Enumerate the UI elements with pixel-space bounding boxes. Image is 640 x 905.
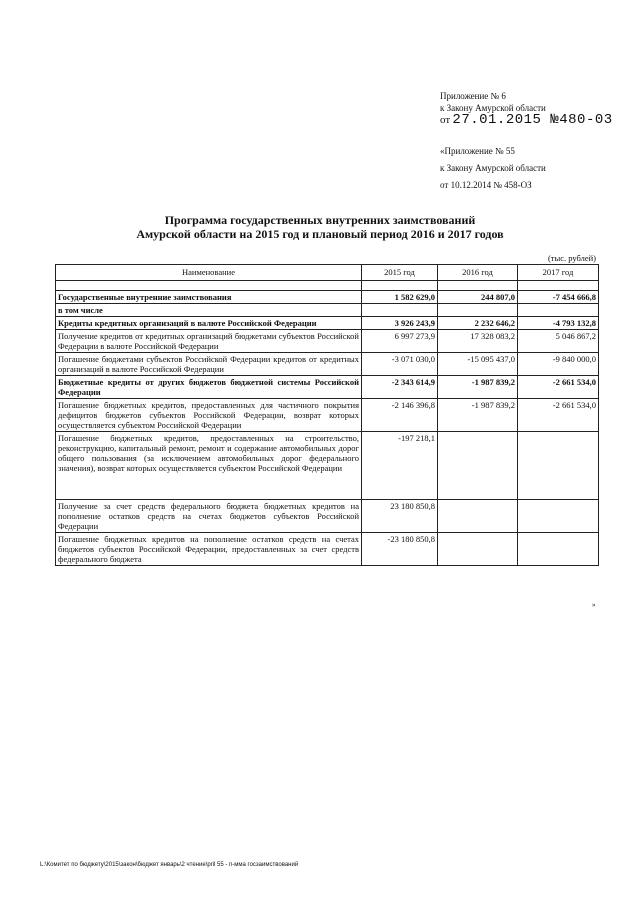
document-title bbox=[60, 213, 580, 241]
table-row: Погашение бюджетами субъектов Российской Федерации кредитов от кредитных организаций в валюте Российской Федерации -3 071 030,0 -15 095 437,0 -9 840 000,0 bbox=[56, 353, 599, 376]
closing-quote-mark: » bbox=[592, 601, 596, 609]
date-prefix: от bbox=[440, 114, 451, 126]
table-row: Получение кредитов от кредитных организаций бюджетами субъектов Российской Федерации в валюте Российской Федерации 6 997 273,9 17 328 083,2 5 046 867,2 bbox=[56, 330, 599, 353]
title-line-2: Амурской области на 2015 год и плановый период 2016 и 2017 годов bbox=[136, 227, 504, 241]
table-row: Кредиты кредитных организаций в валюте Российской Федерации 3 926 243,9 2 232 646,2 -4 793 132,8 bbox=[56, 317, 599, 330]
table-row: в том числе bbox=[56, 304, 599, 317]
table-row: Получение за счет средств федерального бюджета бюджетных кредитов на пополнение остатков средств на счетах бюджетов субъектов Российской Федерации 23 180 850,8 bbox=[56, 500, 599, 533]
table-row: Погашение бюджетных кредитов на пополнение остатков средств на счетах бюджетов субъектов Российской Федерации, предоставленных за счет средств федерального бюджета -23 180 850,8 bbox=[56, 533, 599, 566]
table-spacer-row bbox=[56, 281, 599, 291]
header-2017: 2017 год bbox=[518, 265, 599, 281]
header-2016: 2016 год bbox=[438, 265, 518, 281]
title-line-1: Программа государственных внутренних заимствований bbox=[164, 213, 476, 227]
law-reference: к Закону Амурской области bbox=[440, 103, 546, 113]
table-row: Погашение бюджетных кредитов, предоставленных на строительство, реконструкцию, капитальный ремонт, ремонт и содержание автомобильных дорог общего пользования (за исключением автомобильных дорог федерального значения), возврат которых осуществляется субъектом Российской Федерации -197 218,1 bbox=[56, 432, 599, 500]
table-row: Погашение бюджетных кредитов, предоставленных для частичного покрытия дефицитов бюджетов субъектов Российской Федерации, возврат которых осуществляется субъектом Российской Федерации -2 146 396,8 -1 987 839,2 -2 661 534,0 bbox=[56, 399, 599, 432]
previous-law-reference: к Закону Амурской области bbox=[440, 163, 546, 173]
table-row: Бюджетные кредиты от других бюджетов бюджетной системы Российской Федерации -2 343 614,9 -1 987 839,2 -2 661 534,0 bbox=[56, 376, 599, 399]
table-row: Государственные внутренние заимствования 1 582 629,0 244 807,0 -7 454 666,8 bbox=[56, 291, 599, 304]
law-date-line bbox=[440, 114, 613, 126]
borrowing-program-table bbox=[55, 264, 599, 566]
header-name: Наименование bbox=[56, 265, 362, 281]
previous-appendix-number: «Приложение № 55 bbox=[440, 146, 515, 156]
previous-law-date: от 10.12.2014 № 458-ОЗ bbox=[440, 180, 532, 190]
appendix-number: Приложение № 6 bbox=[440, 91, 506, 101]
file-path-footer: L:\Комитет по бюджету\2015\закон\бюджет январь\2 чтение\pril 55 - п-мма госзаимствований bbox=[40, 862, 299, 868]
date-stamp: 27.01.2015 №480-03 bbox=[452, 112, 613, 128]
table-header-row bbox=[56, 265, 599, 281]
header-2015: 2015 год bbox=[362, 265, 438, 281]
units-label: (тыс. рублей) bbox=[547, 253, 596, 263]
